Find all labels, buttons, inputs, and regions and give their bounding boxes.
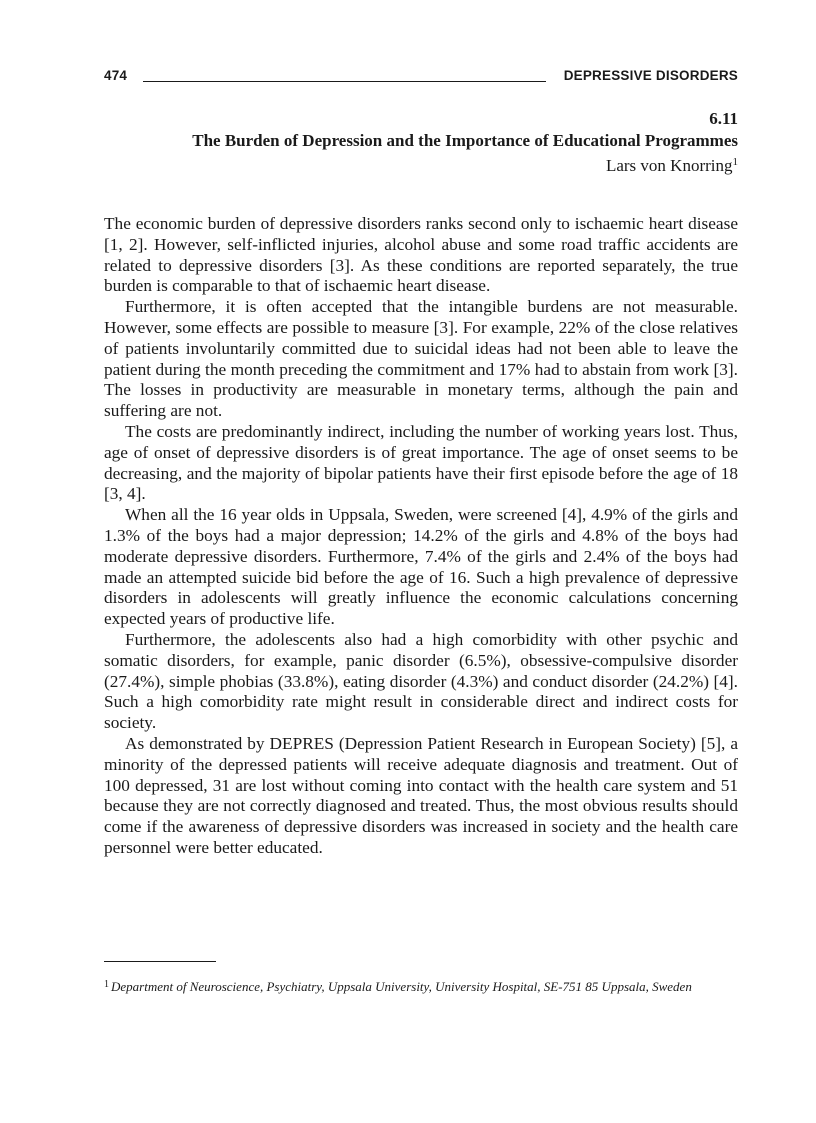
article-title: The Burden of Depression and the Importance of Educational Programmes [192,131,738,150]
page-number: 474 [104,67,128,83]
paragraph: The costs are predominantly indirect, including the number of working years lost. Thus, age of onset of depressive disorders is of great importance. The age of onset seems to be decreasing, and the majority of bipolar patients have their first episode before the age of 18 [3, 4]. [104,421,738,504]
paragraph: When all the 16 year olds in Uppsala, Sweden, were screened [4], 4.9% of the girls and 1.3% of the boys had a major depression; 14.2% of the girls and 4.8% of the boys had moderate depressive disorders. Furthermore, 7.4% of the girls and 2.4% of the boys had made an attempted suicide bid before the age of 16. Such a high prevalence of depressive disorders in adolescents will greatly influence the economic calculations concerning expected years of productive life. [104,505,738,629]
footnote [104,978,738,996]
author-note-marker: 1 [732,156,738,168]
paragraph: Furthermore, it is often accepted that the intangible burdens are not measurable. However, some effects are possible to measure [3]. For example, 22% of the close relatives of patients involuntarily committed due to suicidal ideas had not been able to leave the patient during the month preceding the commitment and 17% had to abstain from work [3]. The losses in productivity are measurable in monetary terms, although the pain and suffering are not. [104,297,738,421]
author-name: Lars von Knorring [605,156,733,175]
header-rule [143,81,546,82]
footnote-marker: 1 [104,979,109,990]
footnote-text: Department of Neuroscience, Psychiatry, Uppsala University, University Hospital, SE-751 85 Uppsala, Sweden [111,979,692,994]
section-number: 6.11 [709,109,738,128]
running-head [104,64,738,86]
article-title-block [178,108,738,177]
footnote-rule [104,961,216,962]
article-body [104,214,738,859]
running-title: DEPRESSIVE DISORDERS [563,67,738,83]
paragraph: As demonstrated by DEPRES (Depression Patient Research in European Society) [5], a minority of the depressed patients will receive adequate diagnosis and treatment. Out of 100 depressed, 31 are lost without coming into contact with the health care system and 51 because they are not correctly diagnosed and treated. Thus, the most obvious results should come if the awareness of depressive disorders was increased in society and the health care personnel were better educated. [104,733,738,857]
author-line [178,155,738,177]
paragraph: Furthermore, the adolescents also had a high comorbidity with other psychic and somatic disorders, for example, panic disorder (6.5%), obsessive-compulsive disorder (27.4%), simple phobias (33.8%), eating disorder (4.3%) and conduct disorder (24.2%) [4]. Such a high comorbidity rate might result in considerable direct and indirect costs for society. [104,629,738,733]
paragraph: The economic burden of depressive disorders ranks second only to ischaemic heart disease [1, 2]. However, self-inflicted injuries, alcohol abuse and some road traffic accidents are related to depressive disorders [3]. As these conditions are reported separately, the true burden is comparable to that of ischaemic heart disease. [104,214,738,296]
